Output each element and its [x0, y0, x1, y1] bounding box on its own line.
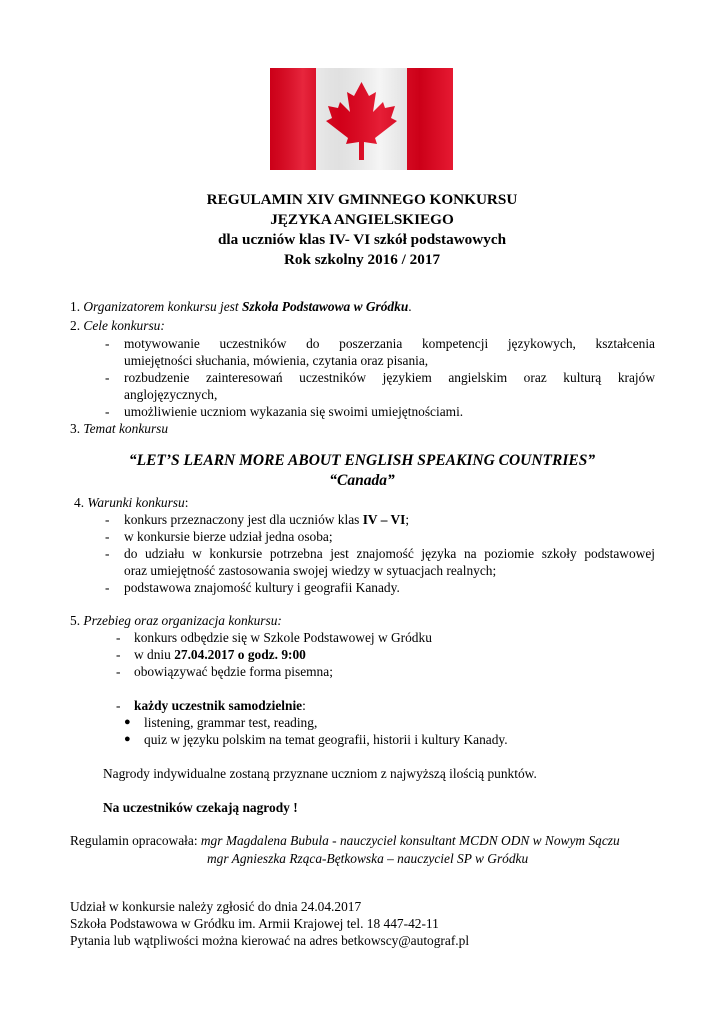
section-5-number: 5.	[70, 613, 84, 628]
bullet-icon: ●	[124, 733, 131, 745]
title-line-3: dla uczniów klas IV- VI szkół podstawowych	[217, 231, 507, 248]
bullet-icon: ●	[124, 716, 131, 728]
contest-slogan: “LET’S LEARN MORE ABOUT ENGLISH SPEAKING COUNTRIES”	[128, 452, 596, 469]
organizer-name: Szkoła Podstawowa w Gródku	[241, 299, 409, 314]
section-2-label: Cele konkursu:	[83, 318, 165, 333]
goal-1-line-2: umiejętności słuchania, mówienia, czytania oraz pisania,	[124, 353, 429, 368]
registration-deadline: Udział w konkursie należy zgłosić do dnia 24.04.2017	[70, 899, 362, 914]
condition-1-end: ;	[405, 512, 410, 527]
list-dash: -	[116, 630, 121, 645]
contest-date: 27.04.2017 o godz. 9:00	[174, 647, 306, 662]
questions-contact: Pytania lub wątpliwości można kierować na adres betkowscy@autograf.pl	[70, 933, 470, 948]
author-line-1	[70, 832, 620, 849]
procedure-2	[134, 646, 306, 663]
condition-1-text: konkurs przeznaczony jest dla uczniów klas	[124, 512, 363, 527]
procedure-3: obowiązywać będzie forma pisemna;	[134, 664, 333, 679]
list-dash: -	[105, 404, 110, 419]
contest-country: “Canada”	[329, 472, 395, 489]
author-label: Regulamin opracowała:	[70, 833, 201, 848]
author-1: mgr Magdalena Bubula - nauczyciel konsultant MCDN ODN w Nowym Sączu	[200, 833, 620, 848]
section-4-label: Warunki konkursu	[87, 495, 185, 510]
prizes-awaiting: Na uczestników czekają nagrody !	[103, 800, 298, 815]
section-1-number: 1.	[70, 299, 84, 314]
condition-3-line-2: oraz umiejętność zastosowania swojej wiedzy w sytuacjach realnych;	[124, 563, 497, 578]
section-1	[70, 298, 412, 315]
section-5-heading	[70, 612, 282, 629]
list-dash: -	[116, 664, 121, 679]
list-dash: -	[105, 529, 110, 544]
condition-1	[124, 511, 409, 528]
condition-1-classes: IV – VI	[362, 512, 406, 527]
task-2: quiz w języku polskim na temat geografii, historii i kultury Kanady.	[144, 732, 508, 747]
section-1-label: Organizatorem konkursu jest	[83, 299, 242, 314]
title-line-4: Rok szkolny 2016 / 2017	[283, 251, 441, 268]
section-5-label: Przebieg oraz organizacja konkursu:	[83, 613, 282, 628]
goal-3-line-1: umożliwienie uczniom wykazania się swoimi umiejętnościami.	[124, 404, 464, 419]
list-dash: -	[105, 336, 110, 351]
procedure-4	[134, 697, 306, 714]
list-dash: -	[116, 698, 121, 713]
author-2: mgr Agnieszka Rząca-Bętkowska – nauczyciel SP w Gródku	[207, 851, 529, 866]
condition-3-line-1: do udziału w konkursie potrzebna jest znajomość języka na poziomie szkoły podstawowej	[124, 546, 655, 561]
section-4-heading	[74, 494, 188, 511]
goal-2-line-2: anglojęzycznych,	[124, 387, 218, 402]
title-line-2: JĘZYKA ANGIELSKIEGO	[270, 211, 454, 228]
section-3-number: 3.	[70, 421, 84, 436]
condition-2: w konkursie bierze udział jedna osoba;	[124, 529, 333, 544]
document-title	[0, 190, 724, 270]
list-dash: -	[105, 370, 110, 385]
condition-4: podstawowa znajomość kultury i geografii Kanady.	[124, 580, 400, 595]
goal-1-line-1: motywowanie uczestników do poszerzania kompetencji językowych, kształcenia	[124, 336, 655, 351]
procedure-4-text: każdy uczestnik samodzielnie	[134, 698, 303, 713]
prizes-info: Nagrody indywidualne zostaną przyznane uczniom z najwyższą ilością punktów.	[103, 766, 537, 781]
section-3-heading	[70, 420, 168, 437]
list-dash: -	[116, 647, 121, 662]
procedure-2-text: w dniu	[134, 647, 175, 662]
goal-2-line-1: rozbudzenie zainteresowań uczestników językiem angielskim oraz kulturą krajów	[124, 370, 655, 385]
section-4-number: 4.	[74, 495, 88, 510]
task-1: listening, grammar test, reading,	[144, 715, 318, 730]
section-3-label: Temat konkursu	[83, 421, 169, 436]
school-contact: Szkoła Podstawowa w Gródku im. Armii Krajowej tel. 18 447-42-11	[70, 916, 439, 931]
title-line-1: REGULAMIN XIV GMINNEGO KONKURSU	[206, 191, 518, 208]
list-dash: -	[105, 580, 110, 595]
section-1-end: .	[408, 299, 412, 314]
list-dash: -	[105, 512, 110, 527]
section-2-heading	[70, 317, 165, 334]
section-4-colon: :	[184, 495, 189, 510]
list-dash: -	[105, 546, 110, 561]
section-2-number: 2.	[70, 318, 84, 333]
canada-flag-icon	[270, 68, 453, 170]
procedure-4-end: :	[302, 698, 306, 713]
procedure-1: konkurs odbędzie się w Szkole Podstawowej w Gródku	[134, 630, 432, 645]
